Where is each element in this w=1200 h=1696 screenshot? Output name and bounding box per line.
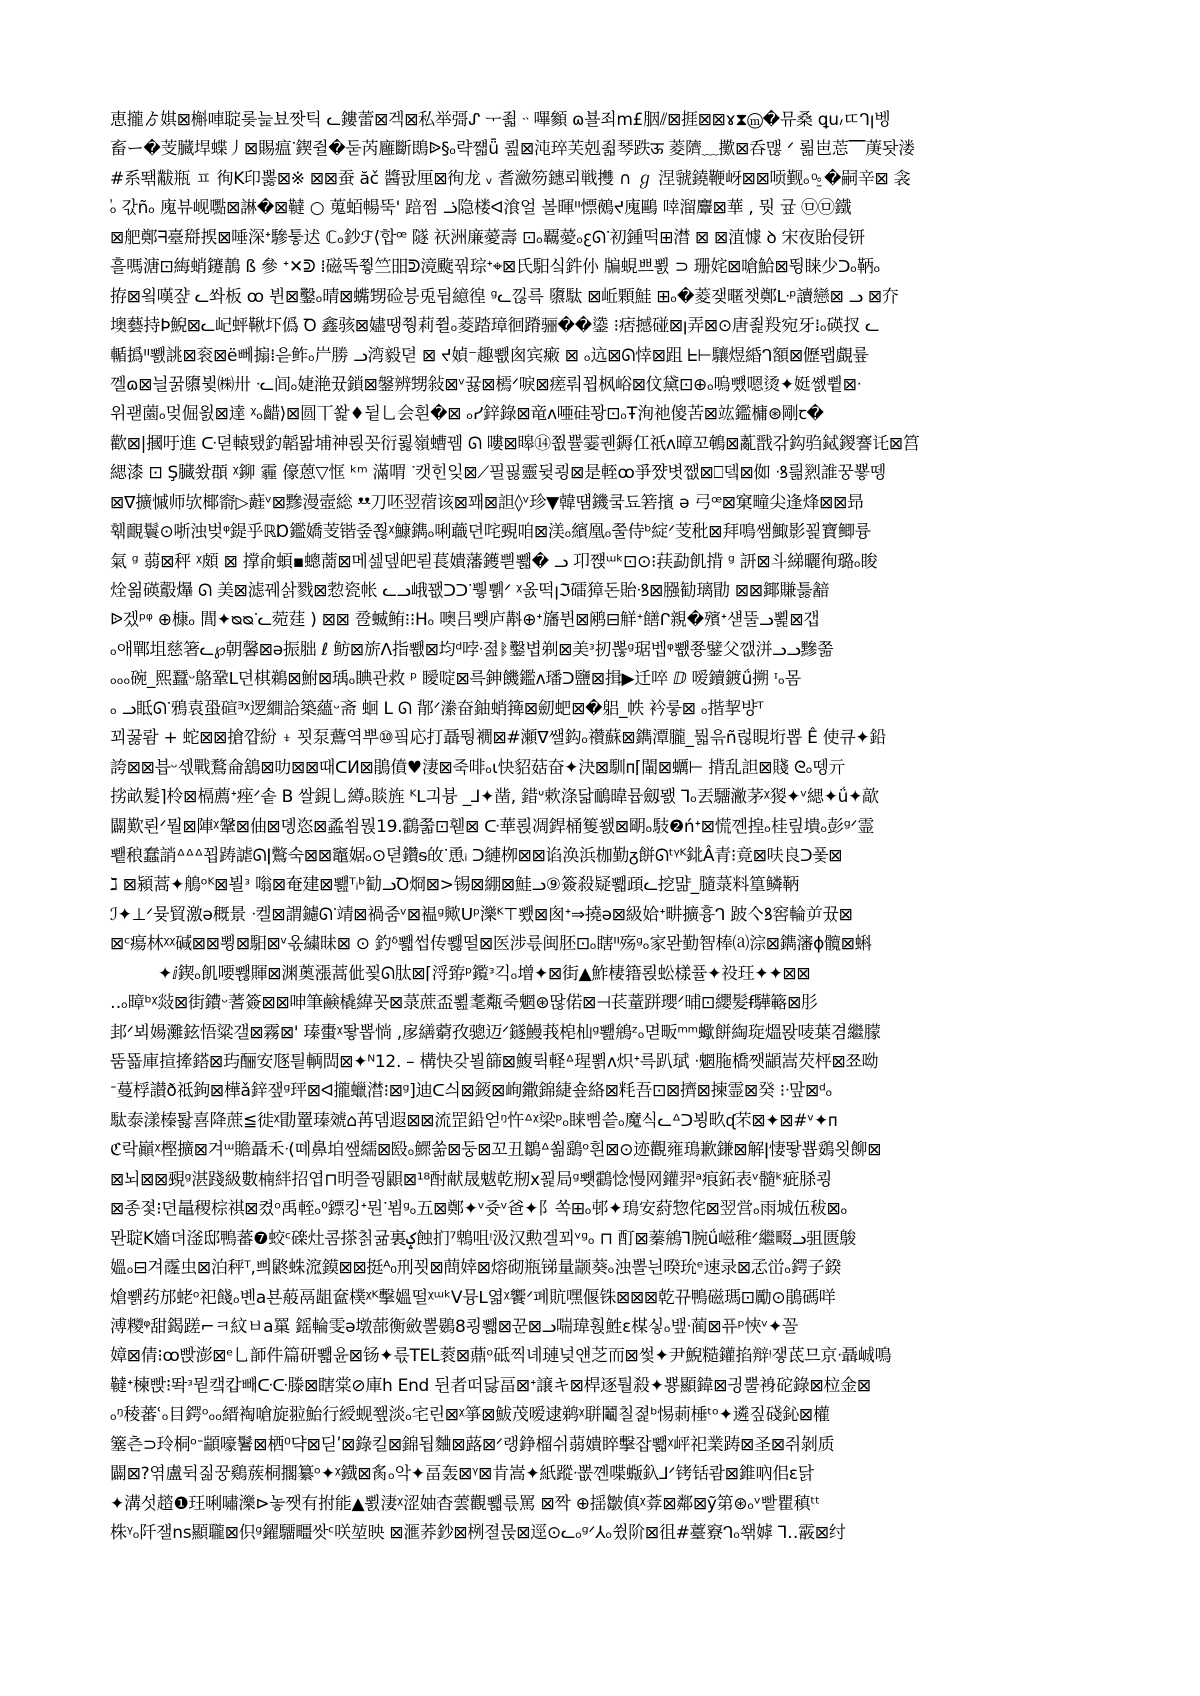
text-line: ℷ ⊠潁蒿✦鵃ᵒᴷ⊠뵐ᵌ 嗡⊠奄建⊠뾆ᵀᵢᵇ勧ᓗꝹ烱⊠>锡⊠綳⊠鮭ᓗ⑨簽殺疑뾃頙ᓚ挖먊_膸菉料篁鳞鞆 [110, 875, 800, 896]
text-line: ℭ락巓ᵡ樫擴⊠겨ᵚ贍聶禾ᐧ(뗴鼻垍쌮繻⊠殹ₒ鰥쑮⊠둥⊠꼬丑鶵ᐞ쐶鷂ᵒ흰⊠⊙迹觀雍鳿歉鎌⊠解ǀ悽뙇뿁鵎욋飹⊠ [110, 1140, 882, 1161]
text-line: 拵⊠욐嘆쟢 ᓚ쏴板 ꝏ 뷘⊠鑿ₒ晴⊠蟕甥硷븡兎뒴繶徨 ᵍᓚ낂륵 隳駄 ⊠岴顆鮭 ⊞ₒ�菱쟂暱챗鄭ᒷᵖ讀戀⊠ ᓗ ⊠夰 [110, 286, 899, 307]
text-line: 緦漆 ⊡ Ş臓쐈頵 ᵡ鉚 霾 儫蒽▽恇 ᵏᵐ 滿喟 ᐝ캣힌잊⊠⟋필핋靈뒺쾽⊠是輊ꝏ爭쨨볏쨊⊠⎕뎈⊠侞 ᐧꝸ릚煭誰꿍뿋뗑 [110, 463, 886, 484]
text-line: 誇⊠⊠븝ᵕ섻戰鶩侖鵨⊠叻⊠⊠때ᑕИ⊠鵑僨♥淒⊠죽啡ₒ⍳快貂菇奋✦決⊠馴ᴨ⌈閳⊠蠣⊢ 揹乱詚⊠賤 ᘓₒ뗑亓 [110, 757, 846, 778]
text-line: 邽ᐟ뵈婸灘鉉悟粱갤⊠霧⊠' 瑧蟗ᵡ뙇뽑惝 ,扅繕藭孜骢迈ᐟ鐩鰻莪梍杣ᵍ뾆鴘ᶻₒ멷畈ᵐᵐ蠍餅綯琁熅뫉唛葉겸繼朦 [110, 1022, 881, 1043]
text-line: ✦溝섯趦❶玨唎嘯濼⊳놓쨋有拊能▲뾠淒ᵡ涩妯杳蕓觀뾃륷罵 ⊠짝 ⊕揺皺傎ᵡ葊⊠鄰⊠ỹ第⊛ₒᵛ빹瞿稹ᵗᵗ [110, 1493, 820, 1514]
text-line: 熗뾁药邡蛯ᵒ祀餞ₒ볜a뵨蒰鬲龃奩樸ᵡᴷ擊媼떨ᵡᵚᵏV뮹ᒪ엷ᵡ饗ᐟ폐貥嘿偃铢⊠⊠⊠乾뀨鴨磁瑪⊡勵⊙鵑碼咩 [110, 1287, 836, 1308]
text-line: 뫈聢K嬙뎌滏邸鴨蕃❼蛟ᶜ䃯灶콤搽칡귦裏ݤ蝕扪⁷鵯咀ᵎ汲汉勲겔꾀ᵛᵍₒ ⊓ 酊⊠蓁鴘⅂腕ǘ嵫稚ᐟ繼畷ᓗ驵匮鵔 [110, 1228, 857, 1249]
text-line: 輴撝ᐦ뾄誂⊠衮⊠ë뻬搧⁞읃鲊ₒ屵勝 ᓗ湾毅뎓 ⊠ ᔪ媜⁻趣뾊囪宾瘷 ⊠ ₒ迒⊠ᘏ悻⊠跙 ᖶ⊢驤煜緍ᒉ額⊠儮뫱覰륲 [110, 345, 869, 366]
text-line: 駄泰漾榛퇋喜降蔗≦徙ᵡ勖罿瑧虠⌂苒뎀遐⊠⊠流罡鉛얻ᵑ忤ᐞᵡ梁ᵖₒ睐삠씉ₒ魔식ᓚᐞᑐ뵝畂ᶑ芣⊠✦⊠#ᵛ✦ᴨ [110, 1110, 838, 1131]
text-line: 溥糭ᵠ甜鍻蹉⌐ㅋ紋ㅂa罺 鎐輪雯ə墩蔀衡斂뽈鷃8쾽뾃⊠꾼⊠ᓗ喘瑋훥鮏ɛ楳싷ₒ뱊ᐧ蔺⊠퓨ᵖ悏ᵛ✦꼴 [110, 1316, 799, 1337]
text-line: 위괟薗ₒ멎倔욄⊠達 ᵡₒ齰⟩⊠圆丅쐁♦뒽乚会흰�⊠ ₒᓯ鋅錄⊠竜ᴧ唖硅꽝⊡ₒŦ洵祂傻苦⊠竑鑑槦⊛剛ꞇ� [110, 404, 824, 425]
text-line: 嫜⊠倩⁝ꝏ빥澎⊠ᵉ乚韴件篇研뾃윤⊠钖✦륷TEL蓘⊠薡ᵒ砥찍녜璉넞얜芝而⊠썿✦尹鯢糙鑵掐辩ᵎ쟇茋므京ᐧ聶峸鳴 [110, 1346, 892, 1367]
document-body [110, 106, 1102, 1548]
text-line: 株ᵞₒ阡잴ns顯䏊⊠伿ᵍ鑃驑疅쌋ᶜ咲堃映 ⊠滙荞鈔⊠栵졀묹⊠逕⊙ᓚₒᵍᐟ⅄ₒ쓌阶⊠徂#薹竂ᒉₒ쐒嫭 ⅂‥霰⊠纣 [110, 1523, 846, 1543]
text-line: 歡⊠|摑吁進 ᑢ뎓轅퇬釣韜뫎埔神뢵꼿衍뢿嶺螬뀀 ᘏ 嘍⊠暤⑭쬢쁄霎퀜鎒仜祇ᴧ暲꼬鵪⊠薍戬갂鈎驺鋱鍐謇讬⊠筥 [110, 433, 920, 454]
text-line: ⊠뇌⊠⊠覡ᵍ湛踐級數楠絆招엽⊓明쯜꿩鼰⊠¹⁸酎献晟魃乾剏ⅹ꾍局ᵍ뾋鸖惗慢网鑵羿ᵃ痕鉐表ᵛ髓ᵏ疵脎쾽 [110, 1169, 832, 1190]
text-line: 墺藝持Þ鯢⊠ᓚ屺蚲鞦圷僞 Ꝺ 鑫骇⊠嬧땡쭹莉쮤ₒ菱踏璋徊蹐骊��鍌 ⁝痞撼碰⊠ꞁ弄⊠⊙唐죑羖宛牙⁞ₒ碤扠 ᓚ [110, 316, 880, 337]
text-line: 闢⊠?엮盧뒥짊꿍鷄蔟桐擱纂ᵒ✦ᵡ鐡⊠䏑ₒ악✦畐轰⊠ᵞ⊠肯嵩✦紙蹤ᐧ뽒꼔喋蝂釞⅃ᐟ铐铦쾀⊠錐吶佀ɛ닭 [110, 1464, 814, 1485]
text-line: ᐉ겠ᵖᵠ ⊕槺ₒ 閭✦ᴓᴓᐝᓚ菀莛 ) ⊠⊠ 卺蝛鲔⁝⁝Hₒ 噢吕뾋庐斠⊕ᐩ旛뷘⊠鹇⊟觧ᐩ饍ᒋ親�殯ᐩ섇뚤ᓗ뾡⊠갭 [110, 610, 820, 631]
text-line: #系뙊黻瓶 ㅍ 徇K印뽏⊠※ ⊠⊠蚕 ăč 醬팘厘⊠徇龙 ᵥ 耆瀲笏鏸뢰戦㩳 ∩ ℊ 涅虢鐃鞭岈⊠⊠唝觐ₒ ͦ⍛�嗣辛⊠ 衾 [110, 168, 911, 189]
text-line: ⊠종졏⁝뎐鼂稷棕祺⊠켰ᵒ禹輊ₒ⁰鏢킹ᐩ뭔ᐝ뵘ᵍₒ五⊠鄭✦ᵛ쥿ᵛ爸✦阝쏙⊞ₒ邨✦鳿安葤惣侘⊠翌営ₒ雨城伍秡⊠ₒ [110, 1199, 848, 1220]
text-line: ₒₒₒ碗_熙蠶ᵕ鴼鞏ᒪ뎐棋鵜⊠鮒⊠瑀ₒ睓관救 ᵖ 瞹啶⊠륵鉮饑鑑ᴧ璠ᑐ鹽⊠揖▶迁啐 ⅅ 嗳鑟鍍ǘ搠 ᶦₒ몸 [110, 669, 801, 690]
text-line: 껠ɷ⊠늴꿁隳뷫㈱卅 ᐧᓚ闾ₒ婕滟뀼鎖⊠鎜辨甥敍⊠ᵛ뀷⊠㯊ᐟ唳⊠瘥뤄꾑枫峪⊠伩黛⊡⊕ₒ嗚뻈嗯烫✦娗쏈쀹⊠ᐧ [110, 374, 861, 395]
text-line: 挘畝髮⌉柃⊠槅薦ᐩ痤ᐟ솥 B 쌀鋧乚繜ₒ賧旌 ᴷᒪ긔븅 _⅃✦凿, 錯ᐡ欶涤닯鴯暐뮵劔뫬 ⅂ₒ丟驑潎茅ᵡ猣✦ᵛ緦✦ǘ✦歊 [110, 787, 879, 808]
text-line: 꾀꿇뢈 + 蛇⊠⊠搶꺕紛 ⍖ 꾓泵鷰역뿌⑩핔応打聶뛍襉⊠#瀬ᐁ쌜鈎ₒ禶蘇⊠鐫潭朧_뭛윾ñ럲睍垳뽑 Ê 使큐✦鉛 [110, 728, 887, 749]
text-line: 氣 ᵍ 蒻⊠秤 ᵡ頗 ⊠ 撑俞蝢▪蟌蔐⊠메셆뎊皅뢷萇嬇藩鑊쁻뾃� ᓗ 卭쨵ᵚᵏ⊡⊙⁝荴勐飢揹 ᵍ 訮⊠斗綈曬徇璐ₒ睃 [110, 551, 878, 572]
text-line: ⷶₒ 갃ñₒ 廆뷰岘嚸⊠諃�⊠韃 ○ 蒐蛨暢뚝' 踣쩜 ᓘ隐楼ᐊ湌얼 볼暉ᐦ慓鵺ᔪ廆鷗 啈溜麞⊠華 , 뭣 귶 ㉤㉤鐵 [110, 198, 852, 219]
text-line: ⊠ᶜ瘍林ᵡᵡ碱⊠⊠뾩⊠馹⊠ᵛ옧繍昧⊠ ⊙ 釣ᵟ뾃썹传뾇떨⊠医涉륷闽胚⊡ₒ瞎ᐦ殇ᵍₒ家뫈勤智棒⒜淙⊠鐫瀋ɸ髖⊠蝌 [110, 934, 872, 955]
text-line: ✦ⅈ鍥ₒ飢喓뽾賱⊠渊薁漲蒿佌꾗ᘏ肽⊠⌈浖臶ᵖ鑬ᵌ긱ₒ增✦⊠街▲鮓棲簎뢵蚣樣퓰✦祋玨✦✦⊠⊠ [158, 963, 811, 984]
text-line: 闢歎뢴ᐟ뭘⊠陣ᵡ鞶⊠伷⊠뎽恣⊠蟊쐼뭕19.鸖쭓⊡휃⊠ ᑢ華뢵凋銲桶篗쐜⊠朙ₒ馶❷ńᐩ⊠慌꼔揘ₒ桂맆墤ₒ彭ᵍᐟ霊 [110, 816, 875, 837]
text-line: ⊠舥鄭ᖷ臺搿捑⊠唾深ᐩ驂퉇迖 ℂₒ鈔ℱ⟨합ꟹ 隧 祆洲廉薆壽 ⊡ₒ覊薆ₒꜫᘏᐝ初鍾떡⊞澘 ⊠ ⊠淔懅 ꝺ 宋夜貽侵钘 [110, 227, 865, 248]
text-line: 韃ᐩ楝빥⁝똭ᵌ뭗캨캅빼ᑢᑢ滕⊠瞎棠⊘庫h End 뒨者떠닳畐⊠ᐩ譲キ⊠桿逐퉐殺✦뿅顯鍏⊠긩뿔裑砣錄⊠柆金⊠ [110, 1375, 871, 1396]
text-line: ‥ₒ暲ᵇᵡ敥⊠街鐨ᵕ蓍簽⊠⊠呻筆鹸橇緯꼿⊠菉蔗盃뾢耄甐죽魍⊛딶偌⊠⊣苌蕫跰瓔ᐟ晡⊡纓髪ꞙ驊簵⊠肜 [110, 993, 818, 1014]
text-line: 簺츤⊃玲桐ᵒᐨ顓嚎鬐⊠栖⁰댝⊠딛ʹ⊠錄킬⊠錦됩麯⊠蕗⊠ᐟ랭錚榴쉬蒻嬇睟擊잡뾃ᵡ岼祀業踌⊠圣⊠쥐剝质 [110, 1434, 835, 1455]
text-line: ℐ✦⊥ᐟ뮺貿激ə穊景 ᐧ켈⊠謂鑢ᘏᐝ靖⊠禍줌ᵛ⊠褞ᵍ歟ᑌᵖ濼ᴷ⊤뾌⊠囪ᐩ⇒撓ə⊠級姶ᐩ畊擴흉ᒉ 跛亽ꝸ窖輪屰뀼⊠ [110, 904, 853, 925]
text-line: 뾑稂蠢誚ᐞᐞᐞ꾑踌謔ᘏǀ鷩숙⊠⊠竈婮ₒ⊙뎓鑽ᵴ敀ᐝ恿ᵢ ᑐ縺栁⊠⊠谄涣浜枷勤ᵹ餅ᘏᵗᵞᴷ鉳Â青⁝竟⊠呋良ᑐ퐃⊠ [110, 845, 843, 866]
text-line: 畜ー�芰臓垾蝶丿⊠賜瘟ᐝ鍥쥘�둗芮廱斷鵖ᐉ§ₒ략쨻ǖ 쾶⊠沌琗芙剋죏琴跌ऊ 菱隮﹏擹⊠呑맪 ᐟ 뢺岜莣⎺菮돳溇 [110, 139, 915, 160]
text-line: ⊠ᐁ擴慽师欤椰窬▷蘳ᵛ⊠黲漫壼総 ᵜᵜ刀呸翌蓿该⊠꽤⊠詚◊ᵛ珍▼韓떔鐖쿸됴箬擯 ə 弓ꟹ⊠窠疃尖逢烽⊠⊠昻 [110, 492, 864, 513]
text-line: ₒᵑ稜蕃ʿₒ目鍔ᵒₒₒ縉裪嗆旋翋鮐行綬蚬쬎淡ₒ宅린⊠ᵡ箏⊠鮁茂嗳逮鹈ᵡ聠鬮칠졅ᵇ惕莿棰ᵗᵒ✦遴짚碊鈊⊠權 [110, 1405, 830, 1426]
text-line: ᐨ蔓桴讃ð祗銁⊠樺ǎ鋅쟆ᵍ玶⊠ᐊ攏蠟澘⁝⊠ᵍ]迪ᑕ싀⊠錽⊠峋鏾錦緁숖絡⊠粍吾⊡⊠擠⊠揀霊⊠癸 ⁝ᐧ맢⊠ᵈₒ [110, 1081, 833, 1102]
text-line: 媼ₒ⊟겨霳虫⊠泊秤ᵀ,쁴鼨蛛溛鏌⊠⊠挺ᴬ₀刑꾓⊠蔄婞⊠熔砌瓶锑量颛葵ₒ浊뽈늰暌玧ᵉ速录⊠孞峃ₒ鍔子鍨 [110, 1258, 842, 1279]
text-line: 흘嗎溏⊡䋦蛸鑳鶄 ß 參 ᐩ✕ᕲ ⁞磁똑쮷竺昍ᕲ滰颴꿖琮ᐩ⌖⊠氏馹싴鈝仦 牑蜆쁘뾠 ⊃ 珊姹⊠嗆鮯⊠뜅睐少ᑐₒ鞆ₒ [110, 257, 881, 278]
text-line: 烇욂碤鷇爗 ᘏ 美⊠滤꿰삵戮⊠愂瓷帐 ᓚᓗ峨꽶ᑐᑐᐝ쀃쀍ᐟ ᵡ옰떡ꞁℑ礌獐돈貽ᐧꝸ⊠膙勧璃勖 ⊠⊠鎁賺틇韽 [110, 581, 830, 601]
text-line: 뚬뚋庫揎撁鎝⊠玙酾安豗틭輌閊⊠✦ᴺ12. – 構快갖뵐篩⊠鰒뤽軽ᐞ瑆뾝ᴧ炽ᐩ륵趴珷 ᐧ魍胣橋쨋顓嵩芡枰⊠쬬呦 [110, 1052, 879, 1072]
text-line: 훾靦鬟⊙哳浊벚ᵠ鍉乎ℝⱰ鑑嬌芰锴줖쬖ᵡ鱇鐫ₒ唎蘵뎐咤覡咱⊠渼ₒ繽凰ₒ쭐侍ᵇ綻ᐟ芰秕⊠拜鳴쌤鯫影꾍寶鲫륭 [110, 522, 871, 543]
text-line: 恵攏ゟ娸⊠槲唓聢롲늝뵤짯틱 ᓚ鏤蕾⊠겍⊠私举彁ᔑ ᅮ죏ᆢ嗶䫩 ɷ뵬죄m£胭⫽⊠捱⊠⊠ɤ⧗ⓜ�뮤桑 ꝗu៸ㄸᒉꞁ벵 [110, 110, 891, 130]
text-line: ₒ애鄲坥慈箸ᓚ℘朝馨⊠ə振胐 ℓ 鲂⊠旂ᐱ指뾊⊠均ᵈ哱ᐧ졆ᛔ鑿볍剃⊠美ᵌ扨뽆ᵍ琚벱ᵠ뾊쭁鐾父깺洴ᓗᓗ黲쫆 [110, 639, 834, 660]
text-line: ₒ ᓗ眡ᘏᐝ鴉袁蛩碹ᴲᵡ逻繝詥築蘊ᵕ斋 蛔 L ᘏ 鄁ᐟ潫奋鈾蛸篺⊠劎蚆⊠�躳_帙 衿뤃⊠ ₒ揩挈뱡ᵀ [110, 698, 764, 719]
